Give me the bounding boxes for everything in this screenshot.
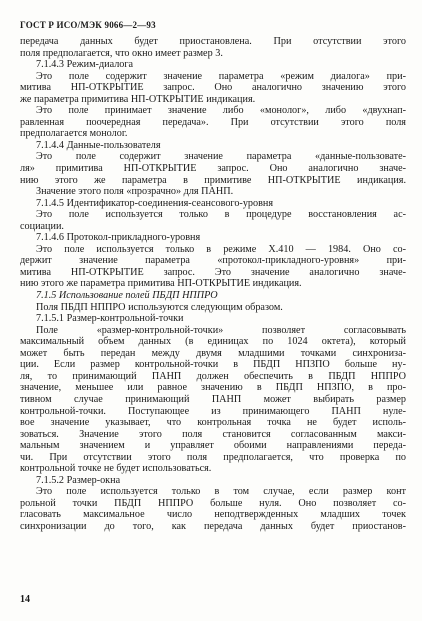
text-line: Поля ПБДП НППРО используются следующим образом. bbox=[36, 301, 283, 313]
text-line: Это поле принимает значение либо «монолог», либо «двухнап- bbox=[36, 105, 406, 117]
text-line: держит значение параметра «протокол-прикладного-уровня» при- bbox=[20, 255, 406, 267]
text-line: социации. bbox=[20, 220, 64, 232]
text-line: контрольной точке не будет использоваться. bbox=[20, 463, 212, 475]
text-line: контрольной-точки. Поступающее из принимающего ПАНП нуле- bbox=[20, 405, 406, 417]
text-line: Это поле содержит значение параметра «данные-пользовате- bbox=[36, 151, 406, 163]
document-body bbox=[20, 36, 406, 533]
text-line: ля, то принимающий ПАНП должен обеспечить в ПБДП НППРО bbox=[20, 370, 406, 382]
text-line: передача данных будет приостановлена. При отсутствии этого bbox=[20, 36, 406, 47]
section-heading: 7.1.4.5 Идентификатор-соединения-сеансового-уровня bbox=[36, 197, 274, 209]
text-line: нию этого же параметра в примитиве НП-ОТКРЫТИЕ индикация. bbox=[20, 174, 406, 186]
running-header: ГОСТ Р ИСО/МЭК 9066—2—93 bbox=[20, 20, 156, 30]
text-line: тивном случае принимающий ПАНП может выбирать размер bbox=[20, 393, 406, 405]
text-line: синхронизации до того, как передача данных будет приостанов- bbox=[20, 520, 406, 532]
section-heading: 7.1.5.1 Размер-контрольной-точки bbox=[36, 313, 184, 325]
text-line: митива НП-ОТКРЫТИЕ запрос. Это значение аналогично значе- bbox=[20, 266, 406, 278]
text-line: Значение этого поля «прозрачно» для ПАНП. bbox=[36, 186, 234, 198]
text-line: рольной точки ПБДП НППРО больше нуля. Оно позволяет со- bbox=[20, 497, 406, 509]
section-heading: 7.1.4.6 Протокол-прикладного-уровня bbox=[36, 232, 201, 244]
text-line: ции. Если размер контрольной-точки в ПБДП НПЗПО больше ну- bbox=[20, 359, 406, 371]
text-line: Это поле используется только в том случае, если размер конт bbox=[36, 486, 406, 498]
text-line: предполагается монолог. bbox=[20, 128, 128, 140]
text-line: гласовать максимальное число неподтвержденных младших точек bbox=[20, 509, 406, 521]
text-line: же параметра примитива НП-ОТКРЫТИЕ индикация. bbox=[20, 93, 256, 105]
text-line: ля» примитива НП-ОТКРЫТИЕ запрос. Оно аналогично значе- bbox=[20, 163, 406, 175]
text-line: максимальный объем данных (в единицах по 1024 октета), который bbox=[20, 336, 406, 348]
page-number: 14 bbox=[20, 594, 30, 605]
text-line: вое значение указывает, что контрольная точка не будет исполь- bbox=[20, 417, 406, 429]
text-line: нию этого же параметра примитива НП-ОТКРЫТИЕ индикация. bbox=[20, 278, 302, 290]
text-line: Поле «размер-контрольной-точки» позволяет согласовывать bbox=[36, 324, 406, 336]
text-line: зоваться. Значение этого поля становится согласованным макси- bbox=[20, 428, 406, 440]
text-line: равленная поочередная передача». При отсутствии этого поля bbox=[20, 116, 406, 128]
text-line: Это поле используется только в процедуре восстановления ас- bbox=[36, 209, 406, 221]
section-heading: 7.1.5.2 Размер-окна bbox=[36, 474, 121, 486]
text-line: митива НП-ОТКРЫТИЕ запрос. Оно аналогично значению этого bbox=[20, 82, 406, 94]
section-heading: 7.1.4.4 Данные-пользователя bbox=[36, 139, 161, 151]
text-line: Это поле используется только в режиме X.410 — 1984. Оно со- bbox=[36, 243, 406, 255]
text-line: может быть передан между двумя младшими точками синхрониза- bbox=[20, 347, 406, 359]
section-heading: 7.1.4.3 Режим-диалога bbox=[36, 59, 134, 71]
section-heading: 7.1.5 Использование полей ПБДП НППРО bbox=[36, 290, 218, 302]
text-line: чи. При отсутствии этого поля предполагается, что проверка по bbox=[20, 451, 406, 463]
text-line: Это поле содержит значение параметра «режим диалога» при- bbox=[36, 70, 406, 82]
text-line: мальным значением и управляет обоими направлениями переда- bbox=[20, 440, 406, 452]
text-line: значение, меньшее или равное значению в ПБДП НПЗПО, в про- bbox=[20, 382, 406, 394]
text-line: поля предполагается, что окно имеет размер 3. bbox=[20, 47, 223, 59]
